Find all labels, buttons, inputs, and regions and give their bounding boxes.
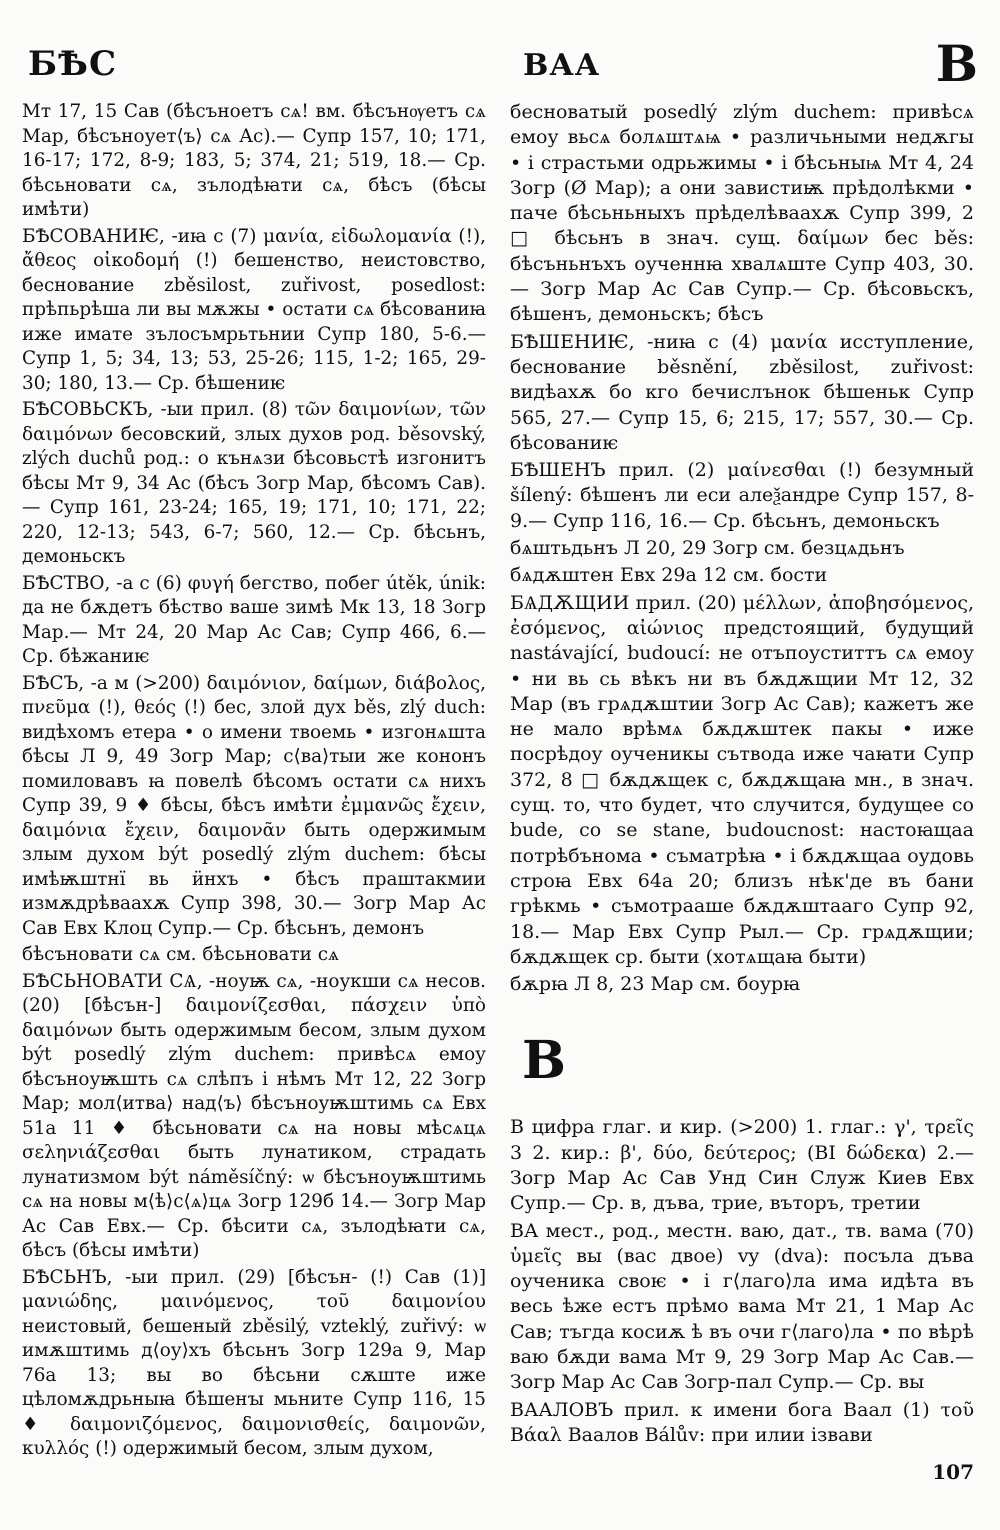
section-letter: В — [522, 1030, 566, 1092]
running-head-letter: В — [935, 34, 978, 93]
running-head-center: ВАА — [523, 48, 601, 83]
dictionary-entry: БѢШЕНИѤ, -ниꙗ с (4) μανία исступление, беснование běsnění, zběsilost, zuřivost: видѣахѫ бо кго бечислънок бѣшеньк Супр 565, 27.— Супр 15, 6; 215, 17; 557, 30.— Ср. бѣсованиѥ — [510, 330, 974, 454]
dictionary-entry: В цифра глаг. и кир. (>200) 1. глаг.: γ', τρεῖς 3 2. кир.: β', δύο, δεύτερος; (ВІ δώδεκα) 2.— Зогр Мар Ас Сав Унд Син Служ Киев Евх Супр.— Ср. в, дъва, трие, въторъ, третии — [510, 1116, 974, 1215]
page-header — [20, 36, 978, 106]
dictionary-entry: БѢСЪ, -а м (>200) δαιμόνιον, δαίμων, διάβολος, πνεῦμα (!), θεός (!) бес, злой дух běs, zlý duch: видѣхомъ етера • о имени твоемь • изгонѧшта бѣсы Л 9, 49 Зогр Мар; с⟨ва⟩тыи же кононъ помиловавъ ꙗ повелѣ бѣсомъ остати сѧ нихъ Супр 39, 9 ♦ бѣсы, бѣсъ имѣти ἐμμανῶς ἔχειν, δαιμόνια ἔχειν, δαιμονᾶν быть одержимым злым духом být posedlý zlým duchem: бѣсы имѣѭштнї вь ӥнхъ • бѣсъ праштакмии измѫдрѣваахѫ Супр 398, 30.— Зогр Мар Ас Сав Евх Клоц Супр.— Ср. бѣсьнъ, демонъ — [22, 672, 486, 939]
dictionary-entry: БѢШЕНЪ прил. (2) μαίνεσθαι (!) безумный šílený: бѣшенъ ли еси алеѯандре Супр 157, 8-9.— Супр 116, 16.— Ср. бѣсьнъ, демоньскъ — [510, 459, 974, 532]
dictionary-entry: БѢСТВО, -а с (6) φυγή бегство, побег útěk, únik: да не бѫдетъ бѣство ваше зимѣ Мк 13, 18 Зогр Мар.— Мт 24, 20 Мар Ас Сав; Супр 466, 6.— Ср. бѣжаниѥ — [22, 572, 486, 667]
dictionary-entry: БѢСОВАНИѤ, -иꙗ с (7) μανία, εἰδωλομανία (!), ἄθεος οἰκοδομή (!) бешенство, неистовство, беснование zběsilost, zuřivost, posedlost: прѣпьрѣша ли вы мѫжы • остати сѧ бѣсованиꙗ иже имате зълосъмрьтьнии Супр 180, 5-6.— Супр 1, 5; 34, 13; 53, 25-26; 115, 1-2; 165, 29-30; 180, 13.— Ср. бѣшениѥ — [22, 225, 486, 394]
left-column — [22, 100, 486, 1462]
dictionary-entry: ВА мест., род., местн. ваю, дат., тв. вама (70) ὑμεῖς вы (вас двое) vy (dva): посъла дъва оученика своѥ • і г⟨лаго⟩ла има идѣта въ весь ѣже естъ прѣмо вама Мт 21, 1 Мар Ас Сав; тъгда косиѫ ѣ въ очи г⟨лаго⟩ла • по вѣрѣ ваю бѫди вама Мт 9, 29 Зогр Мар Ас Сав.— Зогр Мар Ас Сав Зогр-пал Супр.— Ср. вы — [510, 1219, 974, 1394]
dictionary-entry: бесноватый posedlý zlým duchem: привѣсѧ емоу вьсѧ болѧштѧѩ • различьными недѫгы • і страстьми одрьжимы • і бѣсьныѩ Мт 4, 24 Зогр (Ø Мар); а они завистиѭ прѣдолѣкми • паче бѣсьньныхъ прѣделѣваахѫ Супр 399, 2 □ бѣсьнъ в знач. сущ. δαίμων бес běs: бѣсъньнъхъ оученнꙗ хвалѧште Супр 403, 30.— Зогр Мар Ас Сав Супр.— Ср. бѣсовьскъ, бѣшенъ, демоньскъ; бѣсъ — [510, 101, 974, 326]
page-number: 107 — [932, 1460, 974, 1484]
dictionary-entry: БѢСЬНЪ, -ыи прил. (29) [бѣсън- (!) Сав (1)] μανιώδης, μαινόμενος, τοῦ δαιμονίου неистовый, бешеный zběsilý, vzteklý, zuřivý: ѡ имѫштимь д⟨оу⟩хъ бѣсьнъ Зогр 129а 9, Мар 76а 13; вы во бѣсьни сѫште иже цѣломѫдрьныꙗ бѣшенꙑ мьните Супр 116, 15 ♦ δαιμονιζόμενος, δαιμονισθείς, δαιμονῶν, κυλλός (!) одержимый бесом, злым духом, — [22, 1266, 486, 1459]
dictionary-entry: бѫрꙗ Л 8, 23 Мар см. боурꙗ — [510, 973, 801, 996]
dictionary-entry: бѧштьдьнъ Л 20, 29 Зогр см. безцѧдьнъ — [510, 537, 905, 560]
right-column — [510, 100, 974, 1448]
running-head-left: БѢС — [28, 44, 118, 84]
dictionary-entry: Мт 17, 15 Сав (бѣсъноетъ сѧ! вм. бѣсънѹетъ сѧ Мар, бѣсъноует⟨ъ⟩ сѧ Ас).— Супр 157, 10; 171, 16-17; 172, 8-9; 183, 5; 374, 21; 519, 18.— Ср. бѣсьновати сѧ, зълодѣꙗти сѧ, бѣсъ (бѣсы имѣти) — [22, 101, 486, 220]
dictionary-entry: БѢСЬНОВАТИ СѦ, -ноуѭ сѧ, -ноукши сѧ несов. (20) [бѣсън-] δαιμονίζεσθαι, πάσχειν ὑπὸ δαιμόνων быть одержимым бесом, злым духом být posedlý zlým duchem: привѣсѧ емоу бѣсъноуѭшть сѧ слѣпъ і нѣмъ Мт 12, 22 Зогр Мар; мол⟨итва⟩ над⟨ъ⟩ бѣсъноуѭштимь сѧ Евх 51а 11 ♦ бѣсьновати сѧ на новы мѣсѧцѧ σεληνιάζεσθαι быть лунатиком, страдать лунатизмом být náměsíčný: ѡ бѣсъноуѭштимь сѧ на новы м⟨ѣ⟩с⟨ѧ⟩цѧ Зогр 129б 14.— Зогр Мар Ас Сав Евх.— Ср. бѣсити сѧ, зълодѣꙗти сѧ, бѣсъ (бѣсы имѣти) — [22, 970, 486, 1261]
dictionary-entry: бѧдѫштен Евх 29а 12 см. бости — [510, 564, 828, 587]
dictionary-entry: бѣсъновати сѧ см. бѣсьновати сѧ — [22, 944, 339, 965]
dictionary-entry: ВААЛОВЪ прил. к имени бога Ваал (1) τοῦ Βάαλ Ваалов Bálův: при илии ізвави — [510, 1398, 974, 1446]
dictionary-entry: БѢСОВЬСКЪ, -ыи прил. (8) τῶν δαιμονίων, τῶν δαιμόνων бесовский, злых духов род. běsovský, zlých duchů род.: о кънѧзи бѣсовьстѣ изгонитъ бѣсы Мт 9, 34 Ас (бѣсъ Зогр Мар, бѣсомъ Сав).— Супр 161, 23-24; 165, 19; 171, 10; 171, 22; 220, 12-13; 543, 6-7; 560, 12.— Ср. бѣсьнъ, демоньскъ — [22, 399, 486, 567]
dictionary-entry: БѦДѪЩИИ прил. (20) μέλλων, ἀποβησόμενος, ἐσόμενος, αἰώνιος предстоящий, будущий nastávající, budoucí: не отъпоуститтъ сѧ емоу • ни вь сь вѣкъ ни въ бѫдѫщии Мт 12, 32 Мар (въ грѧдѫштии Зогр Ас Сав); кажетъ же не мало врѣмѧ бѫдѫштек пакы • иже посрѣдоу оученикы сътвода иже чаꙗти Супр 372, 8 □ бѫдѫщек с, бѫдѫщаꙗ мн., в знач. сущ. то, что будет, что случится, будущее co bude, co se stane, budoucnost: настоꙗщаа потрѣбънома • съматрѣꙗ • і бѫдѫщаа оудовь строꙗ Евх 64а 20; близъ нѣк'де въ бани грѣкмь • съмотрааше бѫдѫштааго Супр 92, 18.— Мар Евх Супр Рыл.— Ср. грѧдѫщии; бѫдѫщек ср. быти (хотѧщаꙗ быти) — [510, 591, 974, 968]
